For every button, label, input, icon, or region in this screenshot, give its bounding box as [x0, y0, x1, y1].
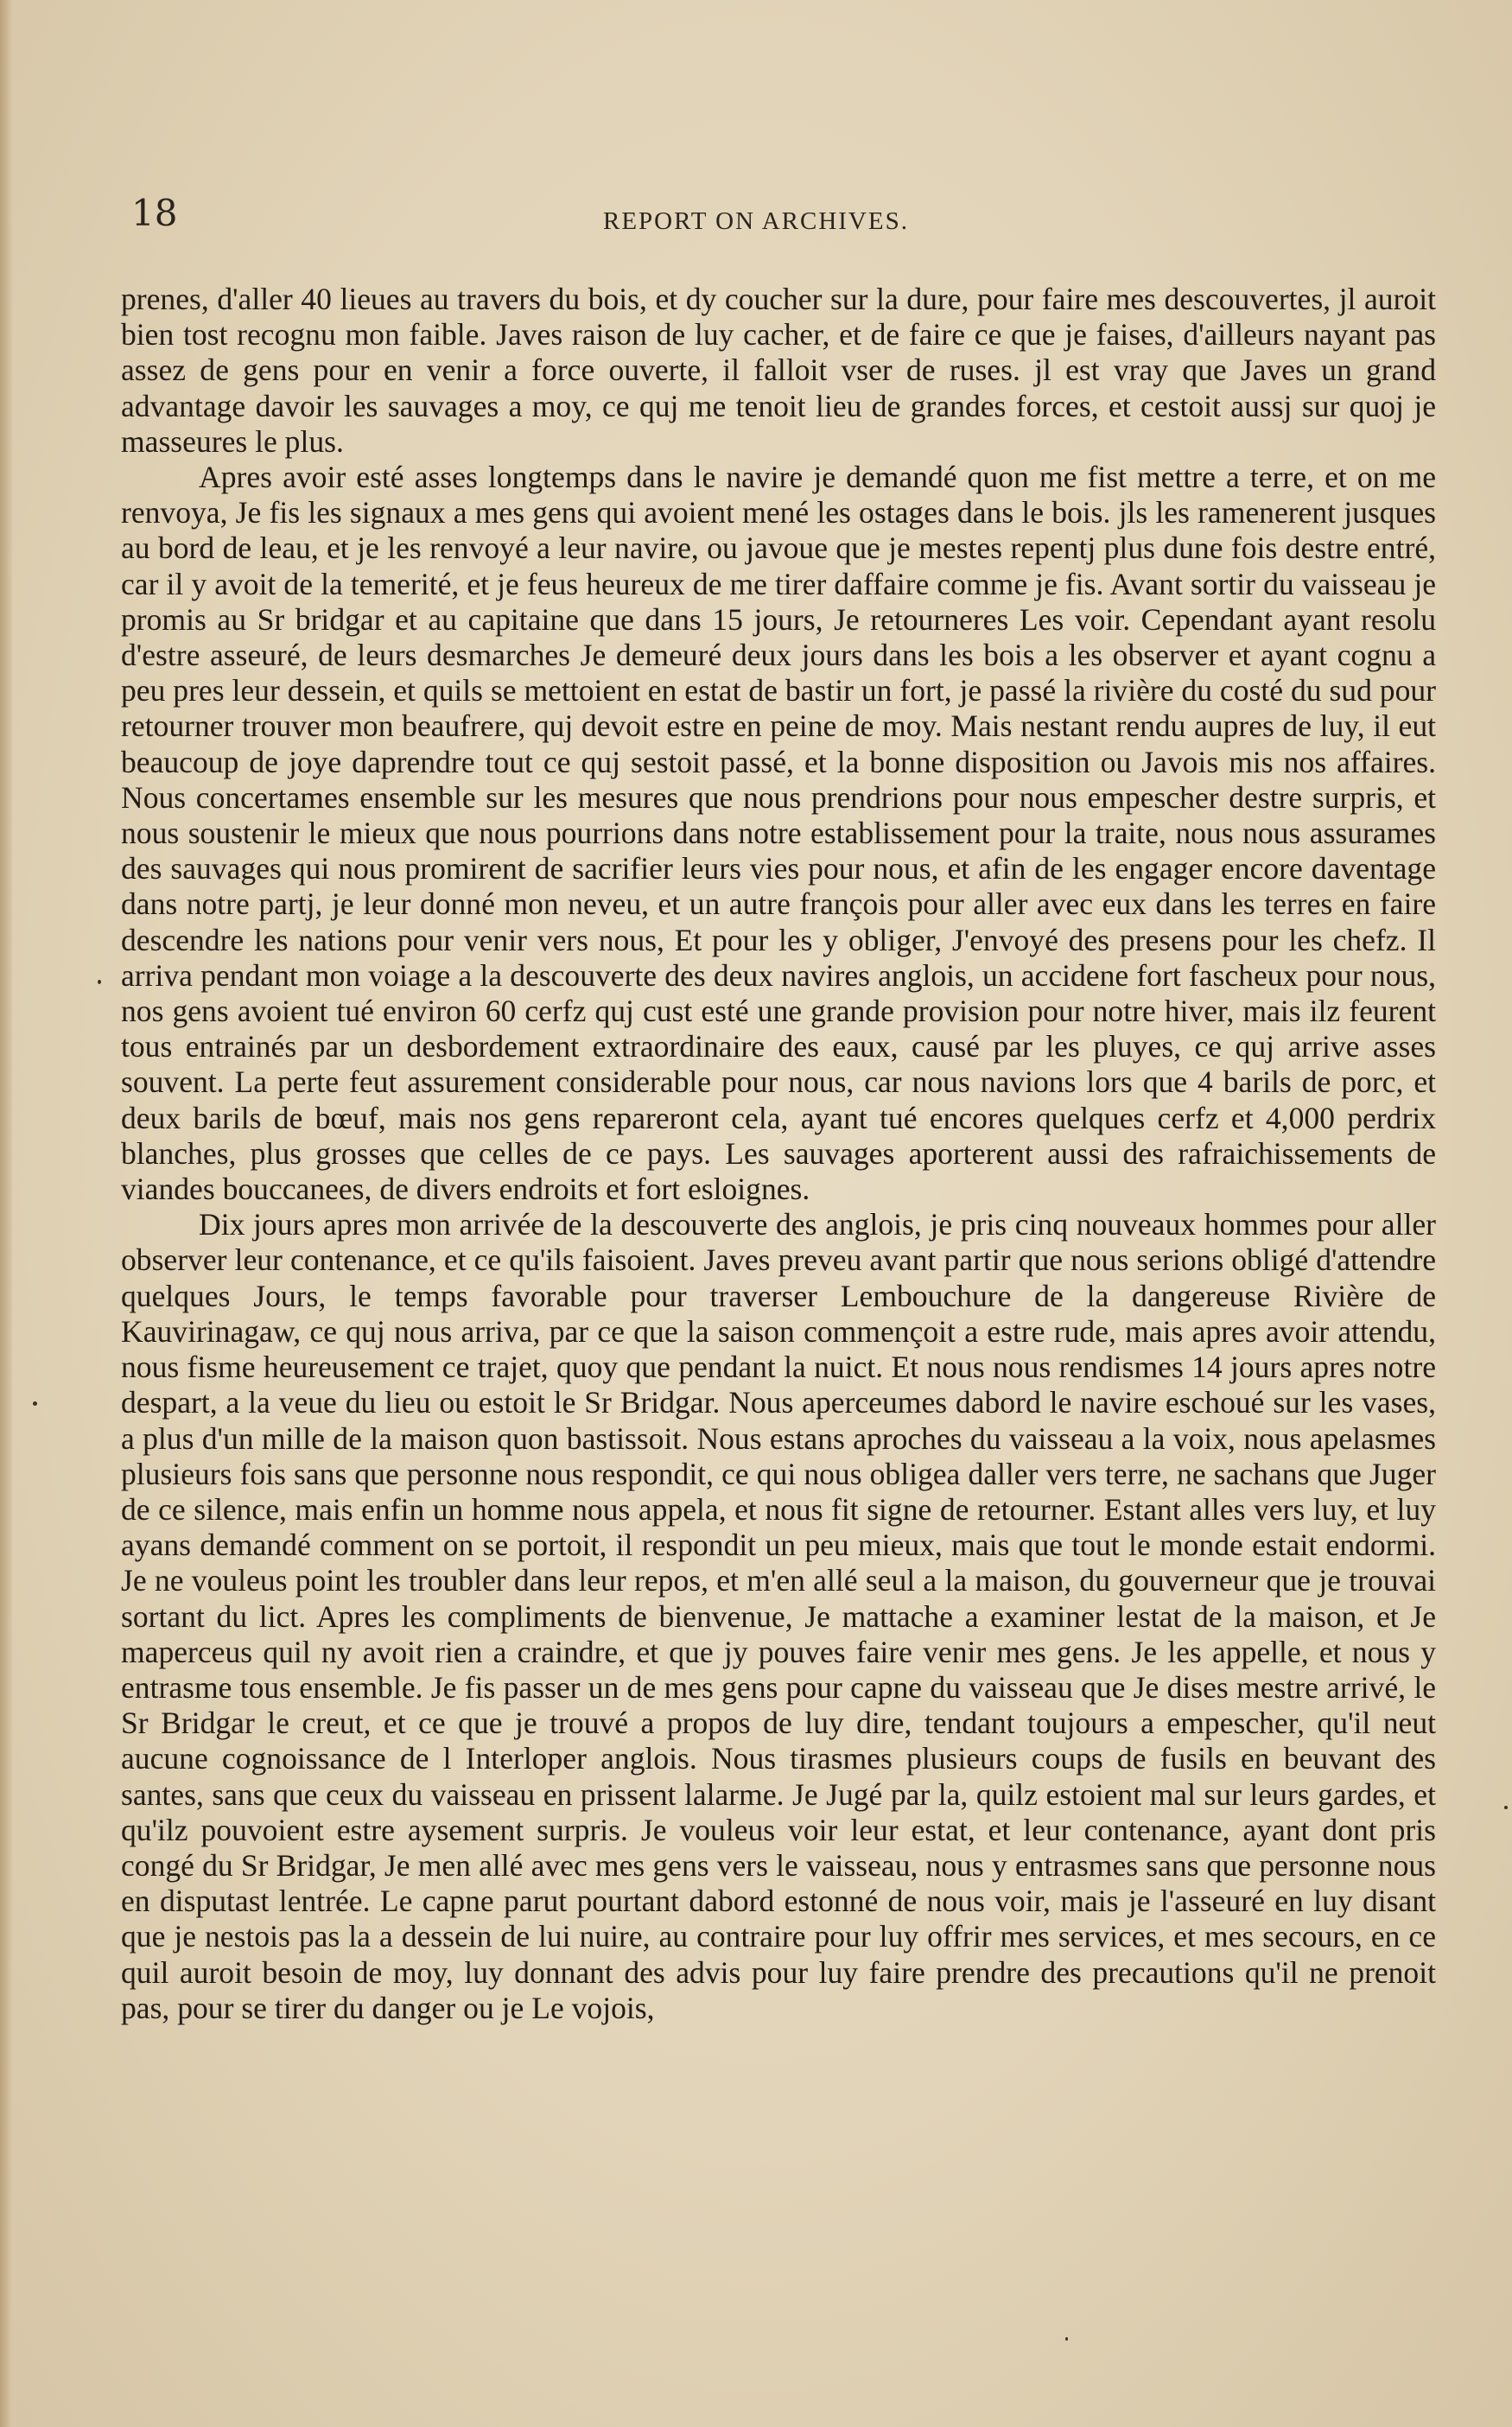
- ink-speck: [33, 1401, 37, 1406]
- paragraph-2: Apres avoir esté asses longtemps dans le navire je demandé quon me fist mettre a terre, et on me renvoya, Je fis les signaux a mes gens qui avoient mené les ostages dans le bois. jls les ramenerent jusques au bord de leau, et je les renvoyé a leur navire, ou javoue que je mestes repentj plus dune fois destre entré, car il y avoit de la temerité, et je feus heureux de me tirer daffaire comme je fis. Avant sortir du vaisseau je promis au Sr bridgar et au capitaine que dans 15 jours, Je retourneres Les voir. Cependant ayant resolu d'estre asseuré, de leurs desmarches Je demeuré deux jours dans les bois a les observer et ayant cognu a peu pres leur dessein, et quils se mettoient en estat de bastir un fort, je passé la rivière du costé du sud pour retourner trouver mon beaufrere, quj devoit estre en peine de moy. Mais nestant rendu aupres de luy, il eut beaucoup de joye daprendre tout ce quj sestoit passé, et la bonne disposition ou Javois mis nos affaires. Nous concertames ensemble sur les mesures que nous prendrions pour nous empescher destre surpris, et nous soustenir le mieux que nous pourrions dans notre establissement pour la traite, nous nous assurames des sauvages qui nous promirent de sacrifier leurs vies pour nous, et afin de les engager encore daventage dans notre partj, je leur donné mon neveu, et un autre françois pour aller avec eux dans les terres en faire descendre les nations pour venir vers nous, Et pour les y obliger, J'envoyé des presens pour les chefz. Il arriva pendant mon voiage a la descouverte des deux navires anglois, un accidene fort fascheux pour nous, nos gens avoient tué environ 60 cerfz quj cust esté une grande provision pour notre hiver, mais ilz feurent tous entrainés par un desbordement extraordinaire des eaux, causé par les pluyes, ce quj arrive asses souvent. La perte feut assurement considerable pour nous, car nous navions lors que 4 barils de porc, et deux barils de bœuf, mais nos gens repareront cela, ayant tué encores quelques cerfz et 4,000 perdrix blanches, plus grosses que celles de ce pays. Les sauvages aporterent aussi des rafraichissements de viandes bouccanees, de divers endroits et fort esloignes.: [121, 460, 1436, 1207]
- paragraph-1: prenes, d'aller 40 lieues au travers du bois, et dy coucher sur la dure, pour faire mes descouvertes, jl auroit bien tost recognu mon faible. Javes raison de luy cacher, et de faire ce que je faises, d'ailleurs nayant pas assez de gens pour en venir a force ouverte, il falloit vser de ruses. jl est vray que Javes un grand advantage davoir les sauvages a moy, ce quj me tenoit lieu de grandes forces, et cestoit aussj sur quoj je masseures le plus.: [121, 282, 1436, 459]
- ink-speck: [1504, 1806, 1508, 1809]
- running-head: REPORT ON ARCHIVES.: [603, 207, 909, 235]
- body-text: [121, 282, 1436, 2026]
- page-number: 18: [131, 192, 178, 234]
- ink-speck: [98, 980, 101, 984]
- page-edge-shadow: [0, 0, 12, 2427]
- paragraph-3: Dix jours apres mon arrivée de la descouverte des anglois, je pris cinq nouveaux hommes pour aller observer leur contenance, et ce qu'ils faisoient. Javes preveu avant partir que nous serions obligé d'attendre quelques Jours, le temps favorable pour traverser Lembouchure de la dangereuse Rivière de Kauvirinagaw, ce quj nous arriva, par ce que la saison commençoit a estre rude, mais apres avoir attendu, nous fisme heureusement ce trajet, quoy que pendant la nuict. Et nous nous rendismes 14 jours apres notre despart, a la veue du lieu ou estoit le Sr Bridgar. Nous aperceumes dabord le navire eschoué sur les vases, a plus d'un mille de la maison quon bastissoit. Nous estans aproches du vaisseau a la voix, nous apelasmes plusieurs fois sans que personne nous respondit, ce qui nous obligea daller vers terre, ne sachans que Juger de ce silence, mais enfin un homme nous appela, et nous fit signe de retourner. Estant alles vers luy, et luy ayans demandé comment on se portoit, il respondit un peu mieux, mais que tout le monde estait endormi. Je ne vouleus point les troubler dans leur repos, et m'en allé seul a la maison, du gouverneur que je trouvai sortant du lict. Apres les compliments de bienvenue, Je mattache a examiner lestat de la maison, et Je maperceus quil ny avoit rien a craindre, et que jy pouves faire venir mes gens. Je les appelle, et nous y entrasme tous ensemble. Je fis passer un de mes gens pour capne du vaisseau que Je dises mestre arrivé, le Sr Bridgar le creut, et ce que je trouvé a propos de luy dire, tendant toujours a empescher, qu'il neut aucune cognoissance de l Interloper anglois. Nous tirasmes plusieurs coups de fusils en beuvant des santes, sans que ceux du vaisseau en prissent lalarme. Je Jugé par la, quilz estoient mal sur leurs gardes, et qu'ilz pouvoient estre aysement surpris. Je vouleus voir leur estat, et leur contenance, ayant dont pris congé du Sr Bridgar, Je men allé avec mes gens vers le vaisseau, nous y entrasmes sans que personne nous en disputast lentrée. Le capne parut pourtant dabord estonné de nous voir, mais je l'asseuré en luy disant que je nestois pas la a dessein de lui nuire, au contraire pour luy offrir mes services, et mes secours, en ce quil auroit besoin de moy, luy donnant des advis pour luy faire prendre des precautions qu'il ne prenoit pas, pour se tirer du danger ou je Le vojois,: [121, 1207, 1436, 2025]
- ink-speck: [1065, 2337, 1068, 2341]
